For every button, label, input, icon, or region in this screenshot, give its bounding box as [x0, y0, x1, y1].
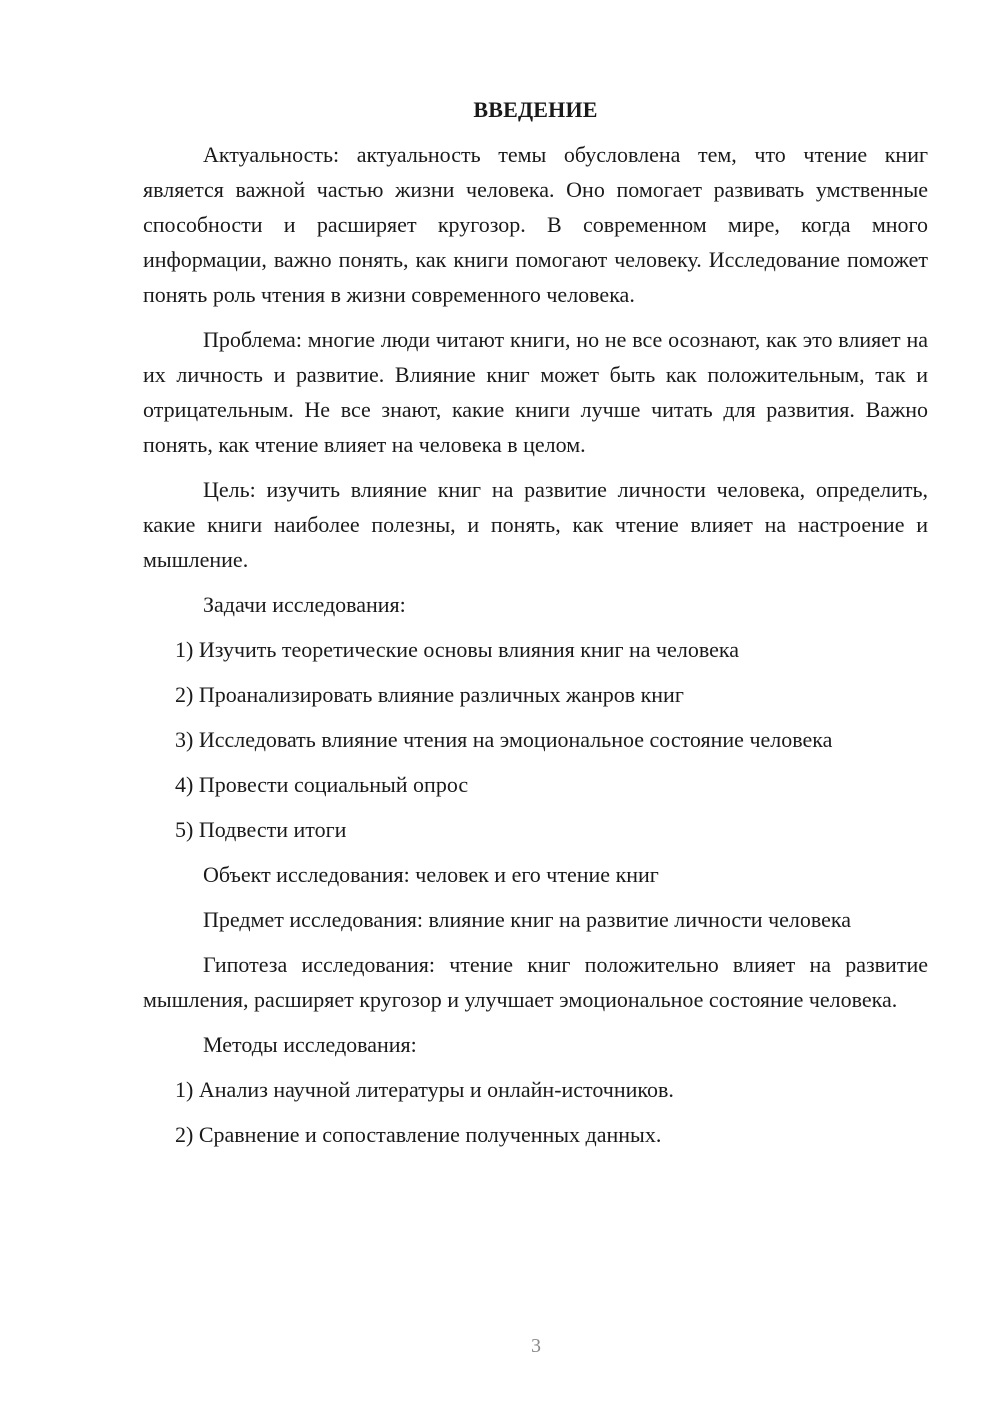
task-item-1: 1) Изучить теоретические основы влияния книг на человека — [175, 637, 739, 662]
methods-heading: Методы исследования: — [203, 1032, 417, 1057]
page-number: 3 — [531, 1335, 541, 1357]
task-item-3: 3) Исследовать влияние чтения на эмоциональное состояние человека — [175, 727, 833, 752]
tasks-heading: Задачи исследования: — [203, 592, 406, 617]
method-item-2: 2) Сравнение и сопоставление полученных данных. — [175, 1122, 662, 1147]
task-item-2: 2) Проанализировать влияние различных жанров книг — [175, 682, 684, 707]
problem-paragraph: Проблема: многие люди читают книги, но не все осознают, как это влияет на их личность и развитие. Влияние книг может быть как положительным, так и отрицательным. Не все знают, какие книги лучше читать для развития. Важно понять, как чтение влияет на человека в целом. — [143, 327, 928, 457]
method-item-1: 1) Анализ научной литературы и онлайн-источников. — [175, 1077, 674, 1102]
task-item-5: 5) Подвести итоги — [175, 817, 347, 842]
methods-list — [143, 1072, 928, 1152]
goal-paragraph: Цель: изучить влияние книг на развитие личности человека, определить, какие книги наиболее полезны, и понять, как чтение влияет на настроение и мышление. — [143, 477, 928, 572]
task-item-4: 4) Провести социальный опрос — [175, 772, 469, 797]
relevance-paragraph: Актуальность: актуальность темы обусловлена тем, что чтение книг является важной частью жизни человека. Оно помогает развивать умственные способности и расширяет кругозор. В современном мире, когда много информации, важно понять, как книги помогают человеку. Исследование поможет понять роль чтения в жизни современного человека. — [143, 142, 928, 307]
object-paragraph: Объект исследования: человек и его чтение книг — [203, 862, 659, 887]
tasks-list — [143, 632, 928, 847]
hypothesis-paragraph: Гипотеза исследования: чтение книг положительно влияет на развитие мышления, расширяет кругозор и улучшает эмоциональное состояние человека. — [143, 952, 928, 1012]
section-title: ВВЕДЕНИЕ — [473, 97, 598, 122]
subject-paragraph: Предмет исследования: влияние книг на развитие личности человека — [203, 907, 852, 932]
document-page — [143, 92, 928, 1162]
